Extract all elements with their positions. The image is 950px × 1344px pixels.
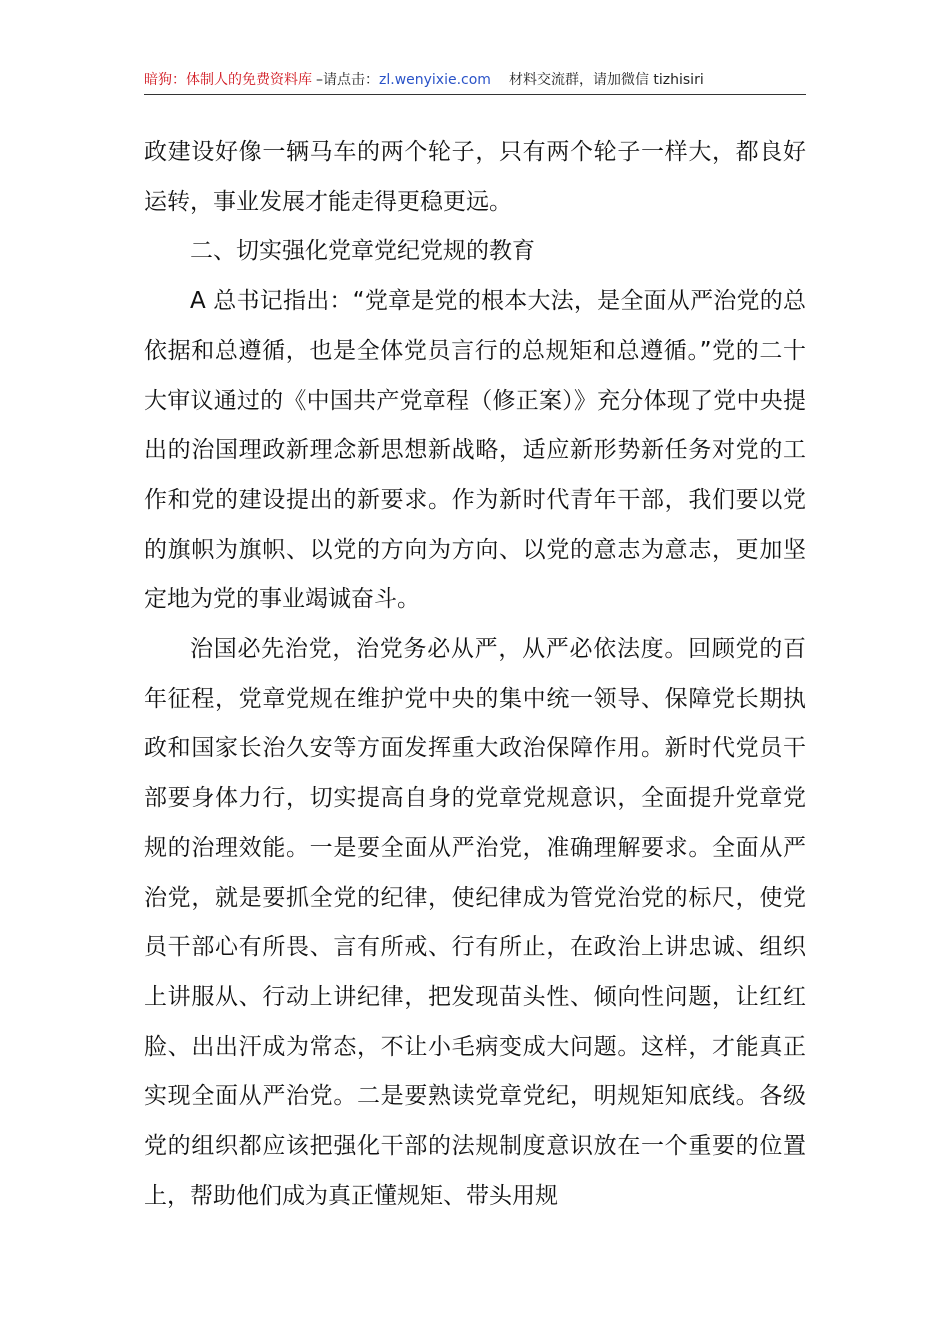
paragraph-quote: A 总书记指出：“党章是党的根本大法，是全面从严治党的总依据和总遵循，也是全体党员言行的总规矩和总遵循。”党的二十大审议通过的《中国共产党章程（修正案）》充分体现了党中央提出的治国理政新理念新思想新战略，适应新形势新任务对党的工作和党的建设提出的新要求。作为新时代青年干部，我们要以党的旗帜为旗帜、以党的方向为方向、以党的意志为意志，更加坚定地为党的事业竭诚奋斗。: [144, 288, 806, 613]
header-link[interactable]: zl.wenyixie.com: [379, 72, 491, 88]
header-brand: 暗狗：体制人的免费资料库: [144, 72, 312, 88]
header-wechat-note: 材料交流群，请加微信 tizhisiri: [508, 72, 704, 88]
paragraph-continuation: 政建设好像一辆马车的两个轮子，只有两个轮子一样大，都良好运转，事业发展才能走得更稳更远。: [144, 139, 806, 215]
section-heading: 二、切实强化党章党纪党规的教育: [190, 238, 535, 265]
paragraph-main: 治国必先治党，治党务必从严，从严必依法度。回顾党的百年征程，党章党规在维护党中央的集中统一领导、保障党长期执政和国家长治久安等方面发挥重大政治保障作用。新时代党员干部要身体力行，切实提高自身的党章党规意识，全面提升党章党规的治理效能。一是要全面从严治党，准确理解要求。全面从严治党，就是要抓全党的纪律，使纪律成为管党治党的标尺，使党员干部心有所畏、言有所戒、行有所止，在政治上讲忠诚、组织上讲服从、行动上讲纪律，把发现苗头性、倾向性问题，让红红脸、出出汗成为常态，不让小毛病变成大问题。这样，才能真正实现全面从严治党。二是要熟读党章党纪，明规矩知底线。各级党的组织都应该把强化干部的法规制度意识放在一个重要的位置上，帮助他们成为真正懂规矩、带头用规: [144, 636, 806, 1209]
document-body: [144, 128, 806, 1221]
page-header: [144, 70, 806, 95]
header-prompt: –请点击：: [316, 72, 379, 88]
